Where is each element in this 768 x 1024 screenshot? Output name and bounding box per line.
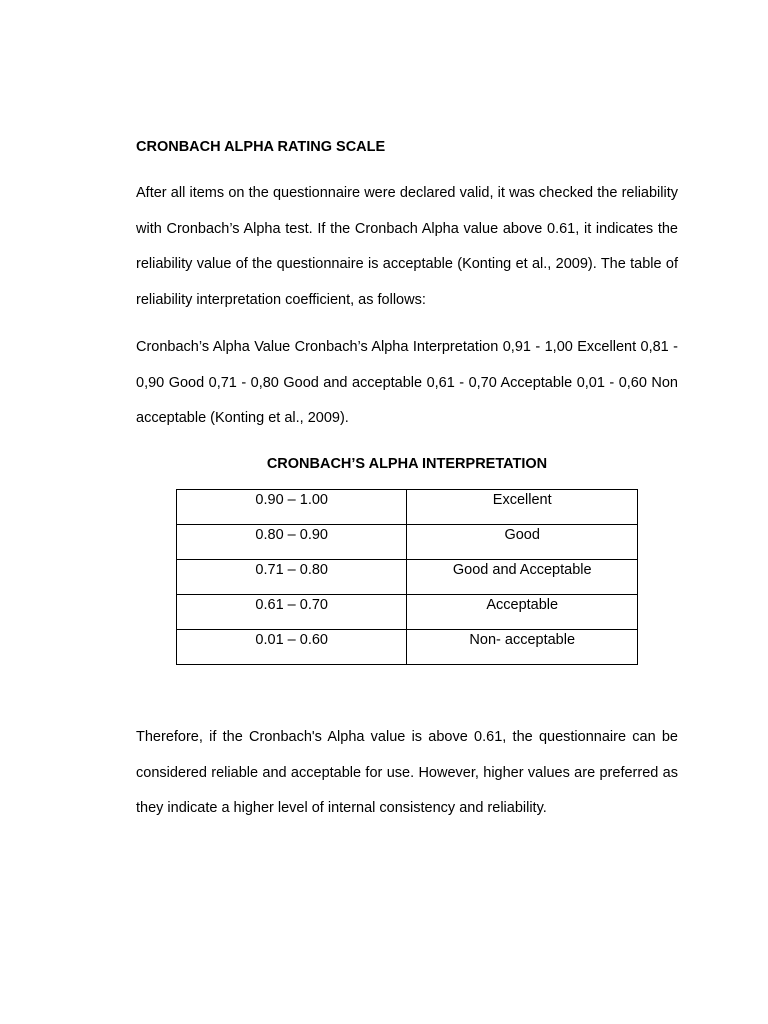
interpretation-cell: [407, 595, 638, 630]
range-cell: [177, 560, 407, 595]
interpretation-table: [176, 489, 638, 665]
section-heading: CRONBACH ALPHA RATING SCALE: [136, 139, 386, 155]
intro-paragraph: After all items on the questionnaire were declared valid, it was checked the reliability with Cronbach’s Alpha test. If the Cronbach Alpha value above 0.61, it indicates the reliability value of the questionnaire is acceptable (Konting et al., 2009). The table of reliability interpretation coefficient, as follows:: [136, 185, 678, 308]
table-row: [177, 490, 638, 525]
interpretation-value: Good: [504, 527, 540, 543]
interpretation-cell: [407, 525, 638, 560]
scale-paragraph: Cronbach’s Alpha Value Cronbach’s Alpha Interpretation 0,91 - 1,00 Excellent 0,81 - 0,90 Good 0,71 - 0,80 Good and acceptable 0,61 - 0,70 Acceptable 0,01 - 0,60 Non acceptable (Konting et al., 2009).: [136, 339, 678, 426]
interpretation-value: Non- acceptable: [469, 632, 576, 648]
range-cell: [177, 490, 407, 525]
interpretation-value: Acceptable: [486, 597, 559, 613]
range-cell: [177, 630, 407, 665]
interpretation-cell: [407, 560, 638, 595]
range-value: 0.61 – 0.70: [255, 597, 328, 613]
table-row: [177, 630, 638, 665]
table-title: CRONBACH’S ALPHA INTERPRETATION: [266, 456, 548, 472]
table-row: [177, 560, 638, 595]
range-value: 0.90 – 1.00: [255, 492, 328, 508]
range-value: 0.80 – 0.90: [255, 527, 328, 543]
range-cell: [177, 595, 407, 630]
table-row: [177, 525, 638, 560]
range-value: 0.01 – 0.60: [255, 632, 328, 648]
interpretation-cell: [407, 630, 638, 665]
range-cell: [177, 525, 407, 560]
range-value: 0.71 – 0.80: [255, 562, 328, 578]
conclusion-paragraph: Therefore, if the Cronbach's Alpha value is above 0.61, the questionnaire can be considered reliable and acceptable for use. However, higher values are preferred as they indicate a higher level of internal consistency and reliability.: [136, 729, 678, 816]
table-row: [177, 595, 638, 630]
interpretation-value: Good and Acceptable: [452, 562, 592, 578]
interpretation-cell: [407, 490, 638, 525]
interpretation-value: Excellent: [492, 492, 552, 508]
